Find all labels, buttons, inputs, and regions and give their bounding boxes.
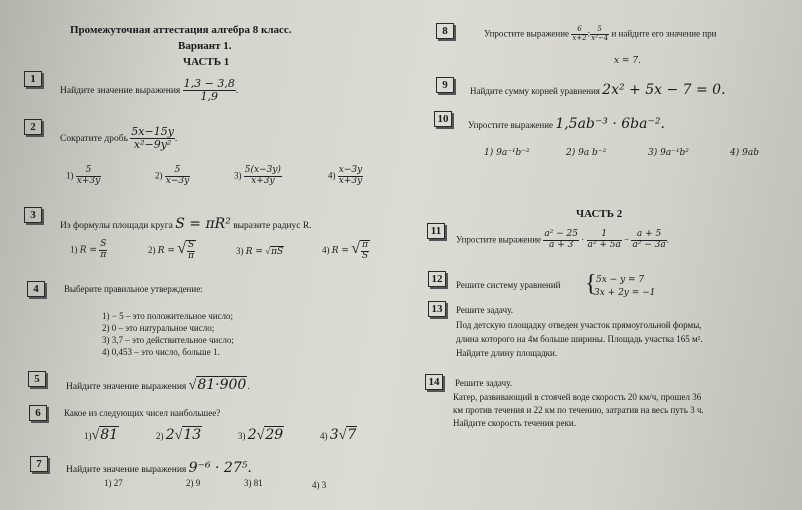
task-3-option-4 xyxy=(322,240,370,262)
task-number-3: 3 xyxy=(24,207,42,223)
task-8-fraction-1 xyxy=(571,26,587,42)
task-2-text: Сократите дробь xyxy=(60,133,128,144)
task-13-line-3: Найдите длину площадки. xyxy=(456,348,558,358)
task-10-expression: 1,5ab⁻³ · 6ba⁻². xyxy=(555,116,665,132)
radical-sign: √ xyxy=(188,378,197,393)
task-5-radicand: 81·900 xyxy=(197,377,247,393)
task-10 xyxy=(468,116,665,132)
task-8: Упростите выражение $\frac{6}{x+2}$ : $\frac{5}{\text{x²−4}}$ и найдите его значение при xyxy=(484,25,717,42)
fraction-denominator: x+3y xyxy=(76,175,101,186)
task-3-option-3: 3) R = √πS xyxy=(236,246,284,257)
coefficient: 2 xyxy=(165,427,175,443)
task-7-text: Найдите значение выражения xyxy=(66,465,187,475)
task-10-option-3: 3) 9a⁻¹b² xyxy=(648,148,689,158)
part1-heading: ЧАСТЬ 1 xyxy=(183,56,230,68)
option-fraction xyxy=(338,166,363,187)
option-label: 1) xyxy=(84,431,92,441)
task-11-tail: . xyxy=(666,234,669,245)
task-8-text2: и найдите его значение при xyxy=(611,28,717,39)
fraction-denominator: π xyxy=(100,249,107,260)
variant-label: Вариант 1. xyxy=(178,40,232,52)
task-1-tail: . xyxy=(235,85,239,96)
task-7-option-1: 1) 27 xyxy=(104,478,123,488)
fraction-denominator: x²−9y² xyxy=(130,138,175,151)
option-label: 3) xyxy=(234,170,242,181)
task-2 xyxy=(60,126,177,151)
fraction-denominator: a² − 3a xyxy=(632,239,666,250)
radical-sign: √ xyxy=(338,428,347,443)
task-1-fraction xyxy=(183,77,239,104)
task-2-option-3 xyxy=(234,166,282,187)
fraction-numerator: π xyxy=(362,240,369,251)
task-8-condition: x = 7. xyxy=(614,56,641,66)
task-number-7: 7 xyxy=(30,456,48,472)
task-3 xyxy=(60,216,312,232)
task-2-option-2 xyxy=(155,166,190,187)
fraction-denominator: x+3y xyxy=(338,175,363,186)
option-lhs: R = xyxy=(331,246,349,256)
task-5-tail: . xyxy=(247,382,250,392)
task-14-line-1: Катер, развивающий в стоячей воде скорость 20 км/ч, прошел 36 xyxy=(453,392,702,402)
fraction-numerator: 6 xyxy=(577,25,582,33)
task-2-tail: . xyxy=(174,133,178,144)
task-4-item-3: 3) 3,7 – это действительное число; xyxy=(102,335,234,345)
task-number-6: 6 xyxy=(29,405,47,421)
task-5 xyxy=(66,377,250,394)
task-2-option-1 xyxy=(66,166,101,187)
task-6-option-4 xyxy=(320,427,357,444)
task-9-equation: 2x² + 5x − 7 = 0. xyxy=(602,82,726,98)
radicand: 81 xyxy=(100,427,119,443)
task-11: Упростите выражение $\frac{\text{a² − 25}}{a + 3}$ · $\frac{1}{\text{a² + 5a}}$ − $\frac{a + 5}{\text{a² − 3a}}$ . xyxy=(456,229,669,250)
fraction-numerator: 5(x−3y) xyxy=(244,165,281,175)
fraction-denominator: x²−4 xyxy=(591,33,609,42)
task-2-option-4 xyxy=(328,166,363,187)
task-7-option-4: 4) 3 xyxy=(312,480,327,490)
option-fraction xyxy=(244,166,282,187)
task-4-item-1: 1) − 5 – это положительное число; xyxy=(102,311,234,321)
radicand: 7 xyxy=(347,427,357,443)
task-2-fraction xyxy=(130,125,178,152)
radical-sign: √ xyxy=(174,428,183,443)
option-label: 4) xyxy=(320,431,328,441)
task-7-expression: 9⁻⁶ · 27⁵. xyxy=(188,460,252,476)
option-fraction xyxy=(186,240,196,262)
task-12-text: Решите систему уравнений xyxy=(456,280,561,290)
task-3-text2: выразите радиус R. xyxy=(233,221,312,231)
task-3-option-2 xyxy=(148,240,196,262)
task-11-text: Упростите выражение xyxy=(456,234,542,245)
task-number-1: 1 xyxy=(24,71,42,87)
fraction-denominator: x−3y xyxy=(165,175,190,186)
radical-sign: √ xyxy=(256,428,265,443)
option-fraction xyxy=(360,240,370,262)
radical-sign: √ xyxy=(177,240,186,257)
task-13-text: Решите задачу. xyxy=(456,305,513,315)
task-14-text: Решите задачу. xyxy=(455,378,512,388)
task-10-option-4: 4) 9ab xyxy=(730,148,759,158)
task-11-fraction-b xyxy=(587,230,622,251)
option-label: 2) xyxy=(148,245,156,255)
task-7-option-3: 3) 81 xyxy=(244,478,263,488)
task-number-12: 12 xyxy=(428,271,446,287)
fraction-numerator: 1 xyxy=(601,229,608,239)
task-10-option-2: 2) 9a b⁻² xyxy=(566,148,607,158)
radical-sign: √ xyxy=(91,428,100,443)
option-label: 4) xyxy=(322,245,330,255)
option-fraction xyxy=(76,166,101,187)
task-3-option-1 xyxy=(70,240,107,261)
task-7 xyxy=(66,460,252,476)
task-11-fraction-a xyxy=(543,230,579,251)
coefficient: 2 xyxy=(247,427,257,443)
fraction-numerator: 5 xyxy=(174,165,181,175)
task-1-text: Найдите значение выражения xyxy=(60,85,181,96)
task-6-option-2 xyxy=(156,427,202,444)
task-13-line-1: Под детскую площадку отведен участок прямоугольной формы, xyxy=(456,320,702,330)
option-label: 1) xyxy=(70,244,78,255)
task-12-equation-1: 5x − y = 7 xyxy=(596,275,645,285)
task-9 xyxy=(470,82,726,98)
fraction-numerator: x−3y xyxy=(338,165,363,175)
option-fraction xyxy=(165,166,190,187)
task-13-line-2: длина которого на 4м больше ширины. Площадь участка 165 м². xyxy=(456,334,703,344)
system-brace: { xyxy=(585,271,597,297)
fraction-numerator: 5x−15y xyxy=(131,125,174,138)
fraction-denominator: a + 3 xyxy=(543,240,579,251)
task-number-13: 13 xyxy=(428,301,446,317)
task-10-option-1: 1) 9a⁻¹b⁻² xyxy=(484,148,530,158)
option-label: 2) xyxy=(156,431,164,441)
task-6-option-3 xyxy=(238,427,284,444)
task-3-text: Из формулы площади круга xyxy=(60,221,173,231)
task-5-text: Найдите значение выражения xyxy=(66,382,187,392)
fraction-numerator: a + 5 xyxy=(636,229,662,239)
fraction-denominator: π xyxy=(188,250,195,261)
option-fraction xyxy=(99,240,107,261)
task-14-line-3: Найдите скорость течения реки. xyxy=(453,418,576,428)
fraction-denominator: S xyxy=(361,250,369,261)
task-10-text: Упростите выражение xyxy=(468,120,554,130)
option-label: 3) xyxy=(236,246,244,256)
task-4-text: Выберите правильное утверждение: xyxy=(64,284,203,294)
task-number-5: 5 xyxy=(28,371,46,387)
option-lhs: R = xyxy=(79,245,97,256)
task-6-option-1 xyxy=(84,427,119,444)
task-3-formula: S = πR² xyxy=(175,216,231,232)
fraction-numerator: 5 xyxy=(597,25,602,33)
task-9-text: Найдите сумму корней уравнения xyxy=(470,86,600,96)
task-8-text: Упростите выражение xyxy=(484,28,570,39)
fraction-denominator: a² + 5a xyxy=(587,239,621,250)
fraction-numerator: S xyxy=(100,239,107,249)
page-title: Промежуточная аттестация алгебра 8 класс. xyxy=(70,24,292,36)
option-label: 3) xyxy=(238,431,246,441)
task-number-9: 9 xyxy=(436,77,454,93)
task-number-8: 8 xyxy=(436,23,454,39)
option-label: 1) xyxy=(66,170,74,181)
fraction-numerator: S xyxy=(187,240,195,251)
task-6-text: Какое из следующих чисел наибольшее? xyxy=(64,408,221,418)
task-number-4: 4 xyxy=(27,281,45,297)
fraction-denominator: x+3y xyxy=(244,176,282,187)
fraction-denominator: x+2 xyxy=(572,33,587,42)
task-8-fraction-2 xyxy=(590,26,609,42)
task-number-11: 11 xyxy=(427,223,445,239)
task-14-line-2: км против течения и 22 км по течению, затратив на весь путь 3 ч. xyxy=(453,405,704,415)
task-number-2: 2 xyxy=(24,119,42,135)
part2-heading: ЧАСТЬ 2 xyxy=(576,208,623,220)
fraction-numerator: a² − 25 xyxy=(544,229,579,239)
radical-sign: √ xyxy=(351,240,360,257)
option-lhs: R = xyxy=(157,246,175,256)
fraction-denominator: 1,9 xyxy=(183,90,236,103)
fraction-numerator: 5 xyxy=(85,165,92,175)
task-1 xyxy=(60,78,238,103)
radicand: πS xyxy=(271,247,284,257)
task-11-fraction-c xyxy=(631,230,666,251)
option-label: 2) xyxy=(155,170,163,181)
task-number-10: 10 xyxy=(434,111,452,127)
radicand: 13 xyxy=(183,427,202,443)
coefficient: 3 xyxy=(329,427,339,443)
task-4-item-2: 2) 0 – это натуральное число; xyxy=(102,323,215,333)
task-7-option-2: 2) 9 xyxy=(186,478,201,488)
task-number-14: 14 xyxy=(425,374,443,390)
radicand: 29 xyxy=(265,427,284,443)
fraction-numerator: 1,3 − 3,8 xyxy=(183,77,235,90)
task-12-equation-2: 3x + 2y = −1 xyxy=(594,288,656,298)
option-label: 4) xyxy=(328,170,336,181)
option-lhs: R = xyxy=(245,247,263,257)
task-4-item-4: 4) 0,453 – это число, больше 1. xyxy=(102,347,220,357)
